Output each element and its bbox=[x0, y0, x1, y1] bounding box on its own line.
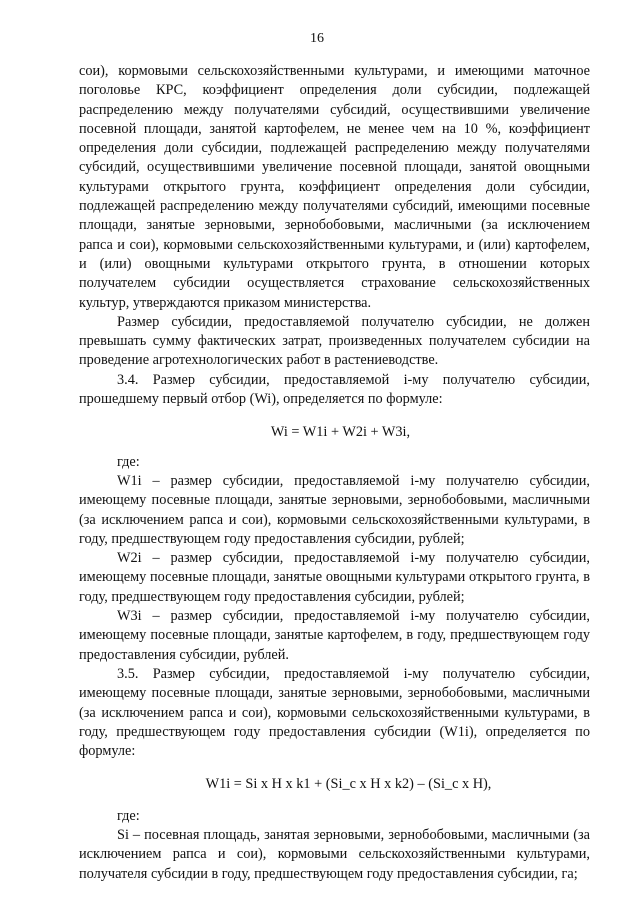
definition-w1i: W1i – размер субсидии, предоставляемой i-му получателю субсидии, имеющему посевные площади, занятые зерновыми, зернобобовыми, масличными (за исключением рапса и сои), кормовыми сельскохозяйственными культурами, в году, предшествующем году предоставления субсидии, рублей; bbox=[79, 472, 590, 547]
page-number: 16 bbox=[310, 31, 324, 46]
formula-w1i: W1i = Si x H x k1 + (Si_c x H x k2) – (Si_c x H), bbox=[205, 776, 492, 793]
formula-wi: Wi = W1i + W2i + W3i, bbox=[270, 424, 411, 441]
definition-si: Si – посевная площадь, занятая зерновыми, зернобобовыми, масличными (за исключением рапса и сои), кормовыми сельскохозяйственными культурами, получателя субсидии в году, предшествующем году предоставления субсидии, га; bbox=[79, 826, 590, 882]
document-body bbox=[79, 62, 590, 884]
paragraph-subsidy-limit: Размер субсидии, предоставляемой получателю субсидии, не должен превышать сумму фактических затрат, произведенных получателем субсидии на проведение агротехнологических работ в растениеводстве. bbox=[79, 313, 590, 369]
paragraph-3-5: 3.5. Размер субсидии, предоставляемой i-му получателю субсидии, имеющему посевные площади, занятые зерновыми, зернобобовыми, масличными (за исключением рапса и сои), кормовыми сельскохозяйственными культурами, в году, предшествующем году предоставления субсидии (W1i), определяется по формуле: bbox=[79, 665, 590, 760]
paragraph-continuation: сои), кормовыми сельскохозяйственными культурами, и имеющими маточное поголовье КРС, коэффициент определения доли субсидии, подлежащей распределению между получателями субсидий, осуществившими увеличение посевной площади, занятой картофелем, не менее чем на 10 %, коэффициент определения доли субсидии, подлежащей распределению между получателями субсидий, осуществившими увеличение посевной площади, занятой овощными культурами открытого грунта, коэффициент определения доли субсидии, подлежащей распределению между получателями субсидий, имеющими посевные площади, занятые зерновыми, зернобобовыми, масличными (за исключением рапса и сои), кормовыми сельскохозяйственными культурами, и (или) картофелем, и (или) овощными культурами открытого грунта, в отношении которых получателем субсидии осуществляется страхование сельскохозяйственных культур, утверждаются приказом министерства. bbox=[79, 63, 590, 311]
definition-w2i: W2i – размер субсидии, предоставляемой i-му получателю субсидии, имеющему посевные площади, занятые овощными культурами открытого грунта, в году, предшествующем году предоставления субсидии, рублей; bbox=[79, 550, 590, 605]
paragraph-3-4: 3.4. Размер субсидии, предоставляемой i-му получателю субсидии, прошедшему первый отбор (Wi), определяется по формуле: bbox=[79, 371, 590, 408]
where-label-1: где: bbox=[117, 453, 140, 470]
definition-w3i: W3i – размер субсидии, предоставляемой i-му получателю субсидии, имеющему посевные площади, занятые картофелем, в году, предшествующем году предоставления субсидии, рублей. bbox=[79, 608, 590, 663]
where-label-2: где: bbox=[117, 807, 140, 824]
